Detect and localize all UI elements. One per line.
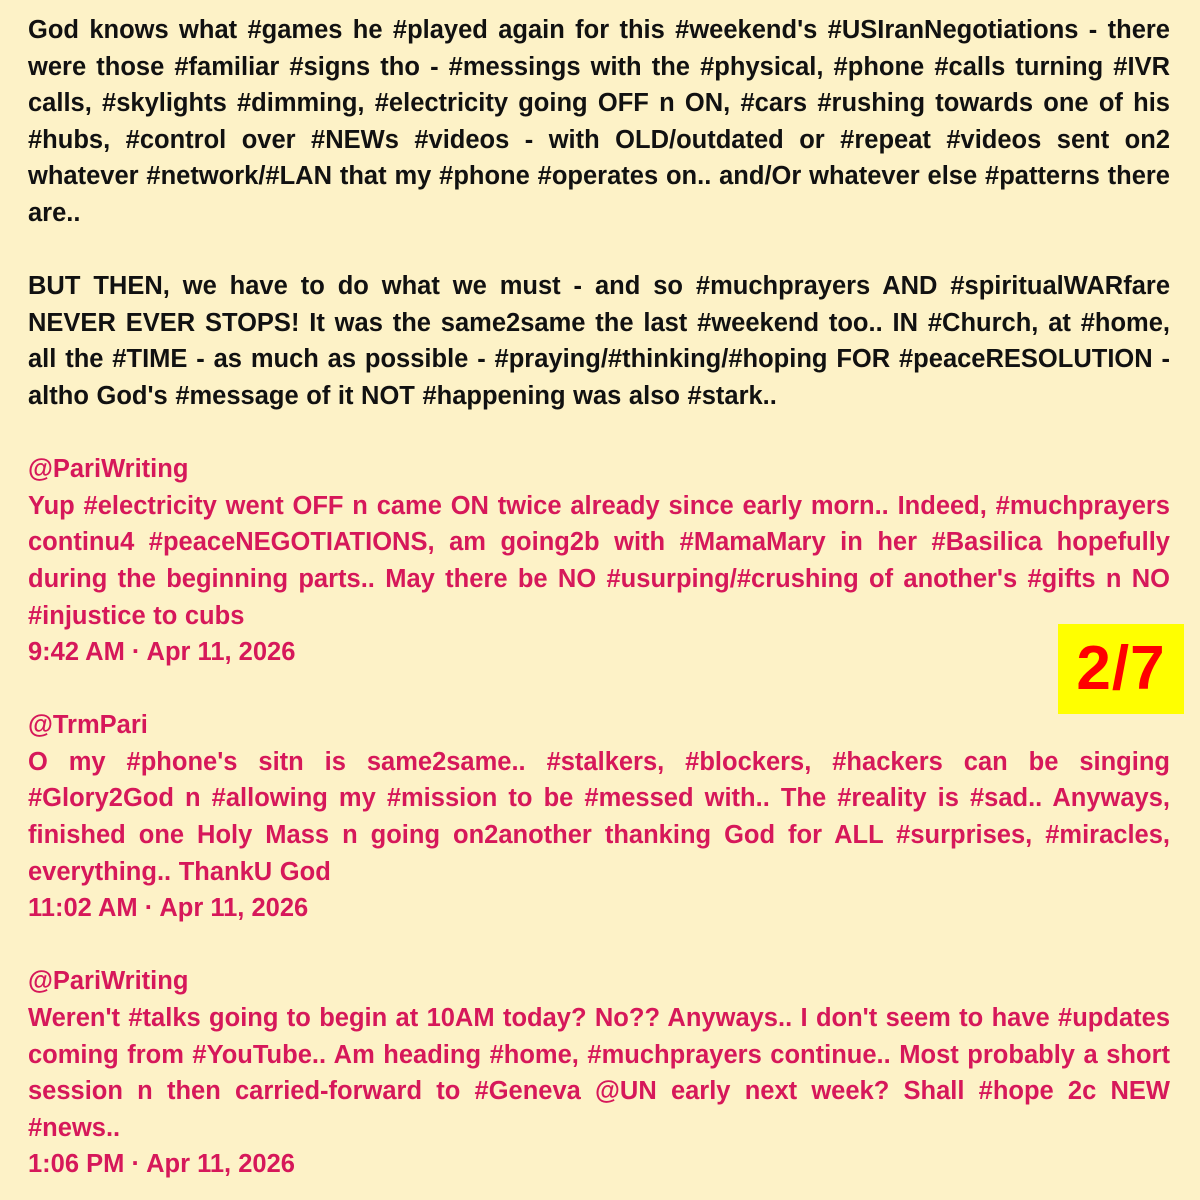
tweet-text: Yup #electricity went OFF n came ON twice already since early morn.. Indeed, #muchprayers continu4 #peaceNEGOTIATIONS, am going2b with #MamaMary in her #Basilica hopefully during the beginning parts.. May there be NO #usurping/#crushing of another's #gifts n NO #injustice to cubs xyxy=(28,491,1170,630)
tweet-timestamp: 9:42 AM · Apr 11, 2026 xyxy=(28,638,296,667)
tweet-timestamp: 1:06 PM · Apr 11, 2026 xyxy=(28,1150,295,1179)
tweet-text: Weren't #talks going to begin at 10AM today? No?? Anyways.. I don't seem to have #updates coming from #YouTube.. Am heading #home, #muchprayers continue.. Most probably a short session n then carried-forward to #Geneva @UN early next week? Shall #hope 2c NEW #news.. xyxy=(28,1004,1170,1142)
page-number-badge: 2/7 xyxy=(1058,624,1184,714)
tweet-text: O my #phone's sitn is same2same.. #stalkers, #blockers, #hackers can be singing #Glory2God n #allowing my #mission to be #messed with.. The #reality is #sad.. Anyways, finished one Holy Mass n going on2another thanking God for ALL #surprises, #miracles, everything.. ThankU God xyxy=(28,747,1170,886)
tweet-block xyxy=(28,963,1170,1183)
tweet-block xyxy=(28,451,1170,671)
tweet-handle: @PariWriting xyxy=(28,967,189,996)
tweet-timestamp: 11:02 AM · Apr 11, 2026 xyxy=(28,894,309,923)
intro-paragraph: BUT THEN, we have to do what we must - and so #muchprayers AND #spiritualWARfare NEVER EVER STOPS! It was the same2same the last #weekend too.. IN #Church, at #home, all the #TIME - as much as possible - #praying/#thinking/#hoping FOR #peaceRESOLUTION - altho God's #message of it NOT #happening was also #stark.. xyxy=(28,272,1170,410)
intro-paragraph: God knows what #games he #played again for this #weekend's #USIranNegotiations - there were those #familiar #signs tho - #messings with the #physical, #phone #calls turning #IVR calls, #skylights #dimming, #electricity going OFF n ON, #cars #rushing towards one of his #hubs, #control over #NEWs #videos - with OLD/outdated or #repeat #videos sent on2 whatever #network/#LAN that my #phone #operates on.. and/Or whatever else #patterns there are.. xyxy=(28,16,1170,227)
tweet-handle: @PariWriting xyxy=(28,455,189,484)
tweet-block xyxy=(28,707,1170,927)
thread-page xyxy=(28,12,1170,1183)
tweet-handle: @TrmPari xyxy=(28,711,148,740)
